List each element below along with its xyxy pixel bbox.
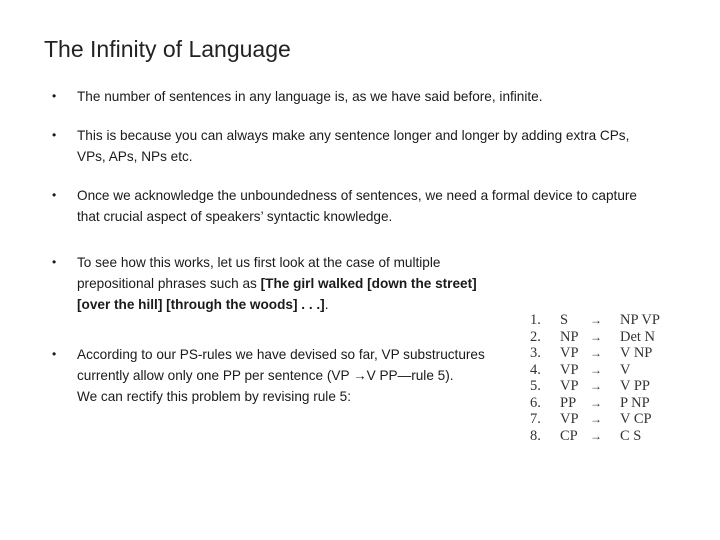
rule-rhs: V PP: [620, 378, 650, 394]
rule-rhs: C S: [620, 427, 642, 444]
bullet-text: The number of sentences in any language is, as we have said before, infinite.: [77, 89, 543, 104]
arrow-icon: →: [590, 395, 602, 410]
rule-rhs: P NP: [620, 394, 650, 411]
rule-lhs: CP: [560, 427, 578, 444]
bullet-text-end: .: [324, 297, 329, 312]
rule-lhs: VP: [560, 361, 579, 378]
bullet-text: [77, 344, 527, 407]
rule-lhs: VP: [560, 345, 579, 361]
bullet-marker: •: [52, 128, 57, 142]
arrow-icon: →: [590, 346, 602, 360]
arrow-icon: →: [590, 329, 602, 344]
ps-rule: [530, 411, 680, 428]
arrow-icon: →: [590, 379, 602, 393]
slide-title: The Infinity of Language: [44, 36, 291, 62]
rule-rhs: V NP: [620, 345, 653, 361]
bullet-text-plain: To see how this works, let us first look at the case of multiple prepositional phrases such as: [77, 255, 441, 291]
rule-number: 8.: [530, 427, 541, 444]
ps-rules-list: [530, 312, 680, 444]
rule-lhs: S: [560, 312, 569, 328]
bullet-text: This is because you can always make any sentence longer and longer by adding extra CPs, VPs, APs, NPs etc.: [77, 128, 630, 164]
bullet-text: Once we acknowledge the unboundedness of sentences, we need a formal device to capture that crucial aspect of speakers’ syntactic knowledge.: [77, 188, 637, 224]
rule-number: 4.: [530, 361, 541, 378]
arrow-icon: →: [590, 428, 602, 443]
rule-number: 3.: [530, 345, 541, 361]
ps-rule: [530, 345, 680, 362]
rule-number: 6.: [530, 394, 541, 411]
rule-lhs: VP: [560, 411, 579, 427]
bullet-line: According to our PS-rules we have devised so far, VP substructures: [77, 347, 485, 362]
rule-rhs: NP VP: [620, 312, 660, 328]
ps-rule: [530, 312, 680, 329]
bullet-line: currently allow only one PP per sentence (VP →V PP—rule 5).: [77, 368, 454, 383]
rule-lhs: VP: [560, 378, 579, 394]
ps-rule: [530, 428, 680, 445]
bullet-text: [77, 252, 507, 315]
rule-rhs: Det N: [620, 328, 656, 345]
bullet-line: We can rectify this problem by revising rule 5:: [77, 389, 351, 404]
ps-rule: [530, 329, 680, 346]
rule-rhs: V: [620, 361, 631, 378]
arrow-icon: →: [590, 362, 602, 377]
bullet-marker: •: [52, 188, 57, 202]
bullet-marker: •: [52, 347, 57, 361]
ps-rule: [530, 378, 680, 395]
rule-number: 1.: [530, 312, 541, 328]
rule-rhs: V CP: [620, 411, 652, 427]
bullet-marker: •: [52, 89, 57, 103]
bullet-text-bold: [The girl walked [down the street] [over the hill] [through the woods] . . .]: [77, 276, 477, 312]
rule-number: 5.: [530, 378, 541, 394]
ps-rule: [530, 395, 680, 412]
bullet-marker: •: [52, 255, 57, 269]
rule-number: 2.: [530, 328, 541, 345]
ps-rule: [530, 362, 680, 379]
rule-number: 7.: [530, 411, 541, 427]
arrow-icon: →: [590, 412, 602, 426]
rule-lhs: PP: [560, 394, 577, 411]
arrow-icon: →: [590, 313, 602, 327]
rule-lhs: NP: [560, 328, 579, 345]
